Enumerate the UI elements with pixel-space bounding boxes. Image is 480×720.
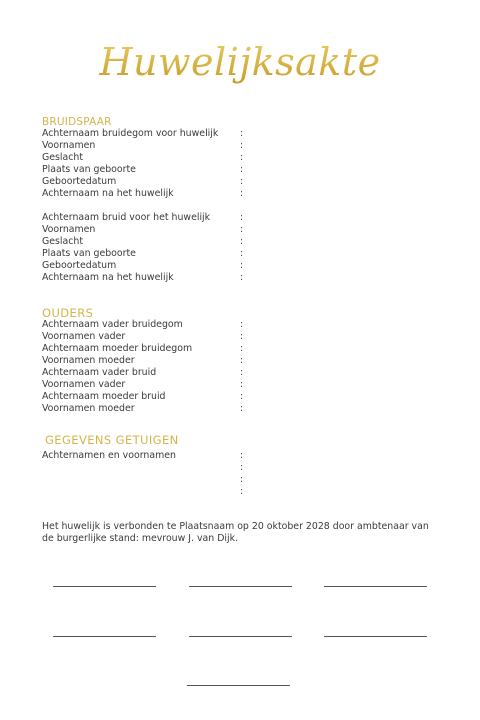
field-label: Achternaam vader bruidegom xyxy=(42,319,183,330)
field-row xyxy=(42,188,442,200)
field-row xyxy=(42,403,442,415)
field-row xyxy=(42,391,442,403)
field-row xyxy=(42,248,442,260)
field-label: Plaats van geboorte xyxy=(42,164,136,175)
field-row xyxy=(42,462,442,474)
field-colon: : xyxy=(240,236,244,247)
spacer xyxy=(42,200,442,212)
field-row xyxy=(42,343,442,355)
signature-line xyxy=(187,685,290,686)
field-label: Achternaam bruidegom voor huwelijk xyxy=(42,128,219,139)
document-title: Huwelijksakte xyxy=(0,40,480,84)
field-label: Voornamen moeder xyxy=(42,355,135,366)
field-colon: : xyxy=(240,474,244,485)
field-row xyxy=(42,379,442,391)
marriage-statement: Het huwelijk is verbonden te Plaatsnaam op 20 oktober 2028 door ambtenaar van de burgerlijke stand: mevrouw J. van Dijk. xyxy=(42,521,429,544)
field-row xyxy=(42,474,442,486)
field-label: Geslacht xyxy=(42,236,84,247)
field-label: Achternamen en voornamen xyxy=(42,450,176,461)
field-colon: : xyxy=(240,486,244,497)
field-label: Geboortedatum xyxy=(42,260,117,271)
field-colon: : xyxy=(240,164,244,175)
field-row xyxy=(42,224,442,236)
signature-line xyxy=(53,586,156,587)
field-row xyxy=(42,152,442,164)
field-label: Achternaam na het huwelijk xyxy=(42,188,174,199)
section-heading-bruidspaar: BRUIDSPAAR xyxy=(42,116,112,128)
field-label: Achternaam moeder bruid xyxy=(42,391,166,402)
signature-line xyxy=(53,636,156,637)
field-label: Achternaam moeder bruidegom xyxy=(42,343,193,354)
field-label: Achternaam na het huwelijk xyxy=(42,272,174,283)
field-colon: : xyxy=(240,224,244,235)
field-colon: : xyxy=(240,319,244,330)
field-row xyxy=(42,260,442,272)
field-colon: : xyxy=(240,403,244,414)
field-colon: : xyxy=(240,128,244,139)
field-colon: : xyxy=(240,188,244,199)
field-colon: : xyxy=(240,391,244,402)
field-colon: : xyxy=(240,260,244,271)
field-colon: : xyxy=(240,367,244,378)
field-row xyxy=(42,355,442,367)
field-row xyxy=(42,272,442,284)
field-colon: : xyxy=(240,140,244,151)
field-colon: : xyxy=(240,331,244,342)
field-row xyxy=(42,486,442,498)
field-row xyxy=(42,164,442,176)
field-row xyxy=(42,367,442,379)
field-colon: : xyxy=(240,248,244,259)
section-bruidspaar xyxy=(42,116,442,284)
field-label: Voornamen moeder xyxy=(42,403,135,414)
field-label: Geboortedatum xyxy=(42,176,117,187)
field-label: Voornamen xyxy=(42,224,96,235)
field-label: Achternaam vader bruid xyxy=(42,367,157,378)
field-label: Voornamen vader xyxy=(42,379,126,390)
section-heading-ouders: OUDERS xyxy=(42,306,94,320)
field-row xyxy=(42,212,442,224)
signature-line xyxy=(189,586,292,587)
section-heading-getuigen: GEGEVENS GETUIGEN xyxy=(45,433,179,447)
field-row xyxy=(42,128,442,140)
field-label: Plaats van geboorte xyxy=(42,248,136,259)
field-label: Achternaam bruid voor het huwelijk xyxy=(42,212,211,223)
field-label: Geslacht xyxy=(42,152,84,163)
field-row xyxy=(42,319,442,331)
signature-line xyxy=(324,636,427,637)
section-ouders xyxy=(42,307,442,415)
field-colon: : xyxy=(240,450,244,461)
signature-line xyxy=(189,636,292,637)
section-getuigen xyxy=(45,434,445,446)
field-colon: : xyxy=(240,212,244,223)
field-colon: : xyxy=(240,343,244,354)
field-row xyxy=(42,140,442,152)
field-colon: : xyxy=(240,462,244,473)
field-colon: : xyxy=(240,355,244,366)
field-colon: : xyxy=(240,379,244,390)
field-colon: : xyxy=(240,272,244,283)
signature-line xyxy=(324,586,427,587)
field-row xyxy=(42,236,442,248)
field-colon: : xyxy=(240,152,244,163)
section-getuigen-fields xyxy=(42,450,442,498)
field-row xyxy=(42,450,442,462)
field-label: Voornamen xyxy=(42,140,96,151)
field-label: Voornamen vader xyxy=(42,331,126,342)
field-row xyxy=(42,331,442,343)
field-row xyxy=(42,176,442,188)
field-colon: : xyxy=(240,176,244,187)
